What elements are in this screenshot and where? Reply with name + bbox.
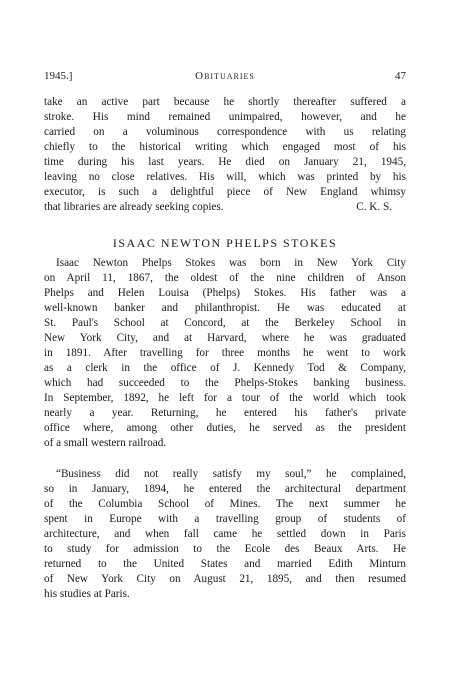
text-line: to study for admission to the Ecole des Beaux Arts. He [44, 543, 406, 555]
obituary-paragraph-2 [44, 467, 406, 602]
text-line: of the Columbia School of Mines. The next summer he [44, 498, 406, 510]
text-line: Isaac Newton Phelps Stokes was born in New York City [56, 257, 406, 269]
text-line: spent in Europe with a travelling group of students of [44, 513, 406, 525]
text-line: nearly a year. Returning, he entered his father's private [44, 407, 406, 419]
text-line: New York City, and at Harvard, where he was graduated [44, 332, 406, 344]
text-line: in 1891. After travelling for three months he went to work [44, 347, 406, 359]
obituary-heading: ISAAC NEWTON PHELPS STOKES [112, 236, 338, 250]
running-head-title: Obituaries [195, 70, 255, 82]
running-head-year: 1945.] [44, 70, 73, 82]
text-line: of New York City on August 21, 1895, and then resumed [44, 573, 406, 585]
closing-line [44, 200, 406, 215]
text-line: In September, 1892, he left for a tour of the world which took [44, 392, 406, 404]
page-number: 47 [395, 70, 406, 82]
author-initials: C. K. S. [356, 201, 392, 213]
text-line: time during his last years. He died on January 21, 1945, [44, 156, 406, 168]
text-line: chiefly to the historical writing which engaged most of his [44, 141, 406, 153]
text-line: on April 11, 1867, the oldest of the nine children of Anson [44, 272, 406, 284]
text-line: as a clerk in the office of J. Kennedy Tod & Company, [44, 362, 406, 374]
text-line: leaving no close relatives. His will, which was printed by his [44, 171, 406, 183]
continued-obituary-paragraph [44, 95, 406, 215]
text-line: which had succeeded to the Phelps-Stokes banking business. [44, 377, 406, 389]
text-line: take an active part because he shortly thereafter suffered a [44, 96, 406, 108]
text-line: well-known banker and philanthropist. He was educated at [44, 302, 406, 314]
text-line: Phelps and Helen Louisa (Phelps) Stokes. His father was a [44, 287, 406, 299]
text-line: stroke. His mind remained unimpaired, however, and he [44, 111, 406, 123]
text-line: executor, is such a delightful piece of New England whimsy [44, 186, 406, 198]
text-line: office where, among other duties, he served as the president [44, 422, 406, 434]
text-line: St. Paul's School at Concord, at the Berkeley School in [44, 317, 406, 329]
text-line: that libraries are already seeking copies. [44, 201, 224, 213]
obituary-paragraph-1 [44, 256, 406, 451]
text-line: returned to the United States and married Edith Minturn [44, 558, 406, 570]
text-line: of a small western railroad. [44, 437, 167, 449]
text-line: so in January, 1894, he entered the architectural department [44, 483, 406, 495]
text-line: architecture, and when fall came he settled down in Paris [44, 528, 406, 540]
text-line: “Business did not really satisfy my soul,” he complained, [56, 468, 406, 480]
running-head [44, 70, 406, 86]
text-line: his studies at Paris. [44, 588, 130, 600]
text-line: carried on a voluminous correspondence with us relating [44, 126, 406, 138]
